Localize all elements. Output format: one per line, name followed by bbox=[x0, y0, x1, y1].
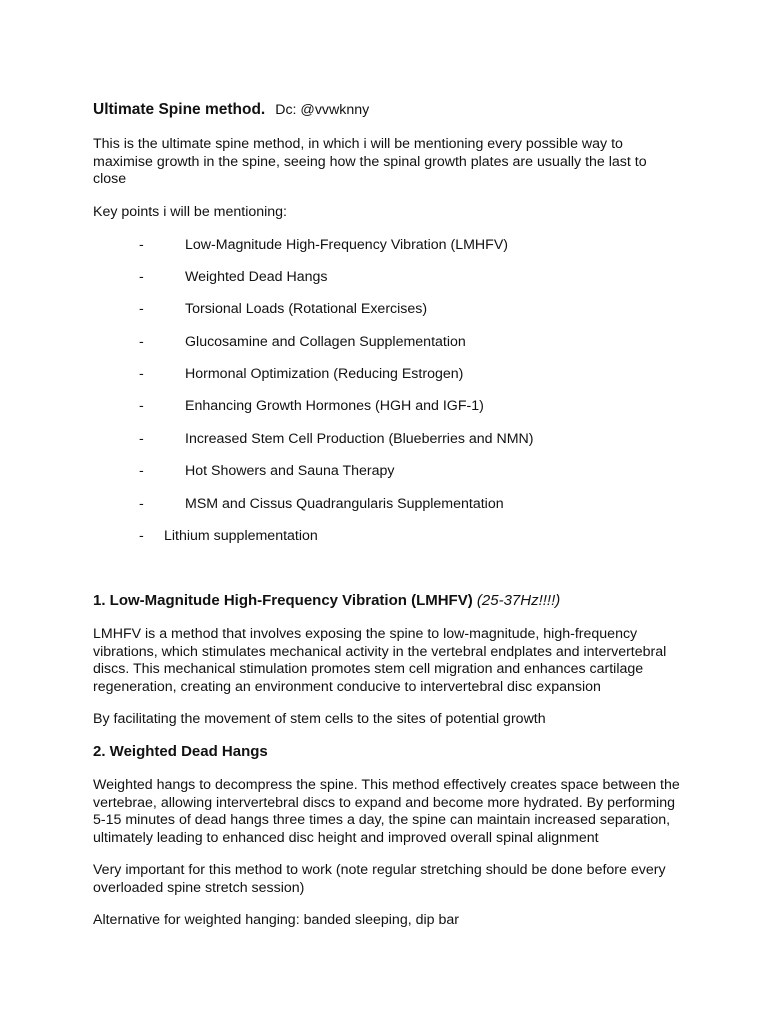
section-1-paragraph-2: By facilitating the movement of stem cells to the sites of potential growth bbox=[93, 711, 546, 727]
section-2-paragraph: Weighted hangs to decompress the spine. This method effectively creates space between the vertebrae, allowing intervertebral discs to expand and become more hydrated. By performing 5-15 minutes of dead hangs three times a day, the spine can maintain increased separation, ultimately leading to enhanced disc height and improved overall spinal alignment bbox=[93, 777, 680, 846]
bullet-dash: - bbox=[139, 366, 144, 382]
list-item-text: Increased Stem Cell Production (Blueberries and NMN) bbox=[185, 431, 534, 447]
list-item-text: MSM and Cissus Quadrangularis Supplementation bbox=[185, 496, 504, 512]
bullet-dash: - bbox=[139, 398, 144, 414]
bullet-dash: - bbox=[139, 269, 144, 285]
bullet-dash: - bbox=[139, 431, 144, 447]
bullet-dash: - bbox=[139, 301, 144, 317]
bullet-dash: - bbox=[139, 496, 144, 512]
bullet-dash: - bbox=[139, 237, 144, 253]
list-item-text: Hot Showers and Sauna Therapy bbox=[185, 463, 395, 479]
title-line bbox=[93, 101, 369, 119]
list-item-text: Torsional Loads (Rotational Exercises) bbox=[185, 301, 428, 317]
list-item-text: Weighted Dead Hangs bbox=[185, 269, 328, 285]
list-item-text: Enhancing Growth Hormones (HGH and IGF-1) bbox=[185, 398, 484, 414]
list-item-text: Low-Magnitude High-Frequency Vibration (LMHFV) bbox=[185, 237, 509, 253]
section-2-paragraph-2: Very important for this method to work (note regular stretching should be done before every overloaded spine stretch session) bbox=[93, 862, 666, 896]
section-2-title: 2. Weighted Dead Hangs bbox=[93, 743, 268, 760]
author-handle: Dc: @vvwknny bbox=[275, 102, 370, 118]
bullet-dash: - bbox=[139, 463, 144, 479]
key-points-label: Key points i will be mentioning: bbox=[93, 204, 287, 220]
list-item-text: Lithium supplementation bbox=[164, 528, 318, 544]
section-1-title: 1. Low-Magnitude High-Frequency Vibration (LMHFV) bbox=[93, 592, 473, 609]
list-item-text: Glucosamine and Collagen Supplementation bbox=[185, 334, 466, 350]
section-2-paragraph-3: Alternative for weighted hanging: banded sleeping, dip bar bbox=[93, 912, 459, 928]
document-title: Ultimate Spine method. bbox=[93, 101, 266, 118]
section-1-paragraph: LMHFV is a method that involves exposing the spine to low-magnitude, high-frequency vibrations, which stimulates mechanical activity in the vertebral endplates and intervertebral discs. This mechanical stimulation promotes stem cell migration and enhances cartilage regeneration, creating an environment conducive to intervertebral disc expansion bbox=[93, 626, 667, 695]
section-1-heading bbox=[93, 592, 560, 609]
bullet-dash: - bbox=[139, 528, 144, 544]
list-item-text: Hormonal Optimization (Reducing Estrogen) bbox=[185, 366, 464, 382]
bullet-dash: - bbox=[139, 334, 144, 350]
section-1-frequency-note: (25-37Hz!!!!) bbox=[476, 592, 561, 609]
intro-paragraph: This is the ultimate spine method, in which i will be mentioning every possible way to maximise growth in the spine, seeing how the spinal growth plates are usually the last to close bbox=[93, 136, 647, 188]
section-2-heading bbox=[93, 743, 268, 760]
